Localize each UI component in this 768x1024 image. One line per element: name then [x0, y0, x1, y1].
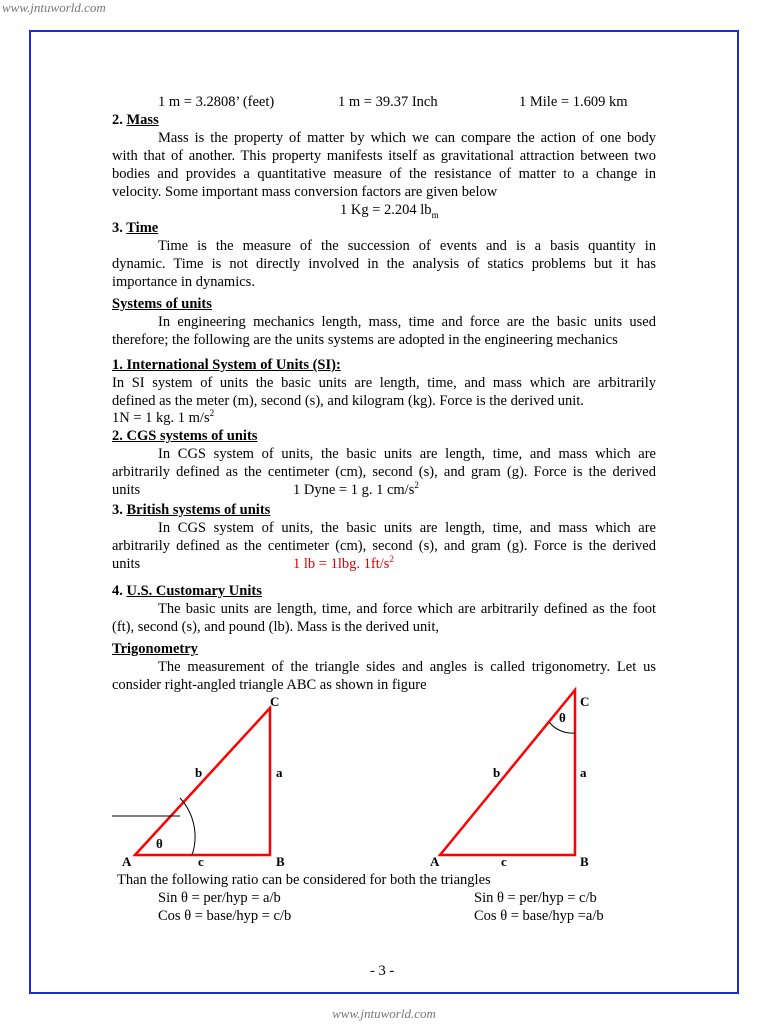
trig-line-2: consider right-angled triangle ABC as shown in figure — [112, 677, 427, 693]
cgs-line-2: arbitrarily defined as the centimeter (cm), second (s), and gram (g). Force is the derived — [112, 464, 656, 480]
mass-heading: 2. Mass — [112, 112, 159, 128]
right-label-theta: θ — [559, 710, 566, 725]
time-line-2: dynamic. Time is not directly involved in the analysis of statics problems but it has — [112, 256, 656, 272]
page-number: - 3 - — [370, 963, 395, 979]
british-heading: 3. British systems of units — [112, 502, 271, 518]
time-line-3: importance in dynamics. — [112, 274, 255, 290]
british-line-2: arbitrarily defined as the centimeter (cm), second (s), and gram (g). Force is the derived — [112, 538, 656, 554]
right-label-b: b — [493, 765, 501, 780]
right-sin-formula: Sin θ = per/hyp = c/b — [474, 890, 597, 906]
systems-line-1: In engineering mechanics length, mass, time and force are the basic units used — [158, 314, 656, 330]
si-heading: 1. International System of Units (SI): — [112, 357, 341, 373]
left-label-A: A — [122, 854, 132, 869]
right-label-C: C — [580, 694, 590, 709]
cgs-formula: 1 Dyne = 1 g. 1 $cm/s^2$ — [293, 480, 419, 498]
us-line-2: (ft), second (s), and pound (lb). Mass is the derived unit, — [112, 619, 439, 635]
left-label-a: a — [276, 765, 283, 780]
si-line-2: defined as the meter (m), second (s), and kilogram (kg). Force is the derived unit. — [112, 393, 584, 409]
right-triangle — [440, 690, 575, 855]
systems-line-2: therefore; the following are the units systems are adopted in the engineering mechanics — [112, 332, 618, 348]
conversion-meter-inch: 1 m = 39.37 Inch — [338, 94, 438, 110]
right-label-c: c — [501, 854, 507, 869]
watermark-bottom: www.jntuworld.com — [332, 1006, 436, 1021]
left-label-b: b — [195, 765, 203, 780]
mass-line-2: with that of another. This property manifests itself as gravitational attraction between two — [112, 148, 656, 164]
systems-heading: Systems of units — [112, 296, 212, 312]
right-label-B: B — [580, 854, 589, 869]
trig-heading: Trigonometry — [112, 641, 198, 657]
left-label-theta: θ — [156, 836, 163, 851]
us-heading: 4. U.S. Customary Units — [112, 583, 262, 599]
mass-conversion: 1 Kg = 2.204 $lb_m$ — [340, 202, 439, 220]
left-sin-formula: Sin θ = per/hyp = a/b — [158, 890, 281, 906]
conversion-meter-feet: 1 m = 3.2808’ (feet) — [158, 94, 275, 110]
trig-line-1: The measurement of the triangle sides and angles is called trigonometry. Let us — [158, 659, 656, 675]
mass-line-4: velocity. Some important mass conversion factors are given below — [112, 184, 498, 200]
time-heading: 3. Time — [112, 220, 159, 236]
time-line-1: Time is the measure of the succession of events and is a basis quantity in — [158, 238, 656, 254]
right-cos-formula: Cos θ = base/hyp =a/b — [474, 908, 604, 924]
british-line-1: In CGS system of units, the basic units are length, time, and mass which are — [158, 520, 656, 536]
british-formula: 1 lb = 1lbg. $1ft/s^2$ — [293, 554, 394, 572]
si-line-1: In SI system of units the basic units are length, time, and mass which are arbitrarily — [112, 375, 656, 391]
left-label-C: C — [270, 694, 280, 709]
left-label-B: B — [276, 854, 285, 869]
left-triangle — [135, 708, 270, 855]
trig-after-figure: Than the following ratio can be considered for both the triangles — [117, 872, 491, 888]
right-label-a: a — [580, 765, 587, 780]
left-angle-arc — [180, 798, 195, 855]
cgs-heading: 2. CGS systems of units — [112, 428, 258, 444]
conversion-mile-km: 1 Mile = 1.609 km — [519, 94, 628, 110]
si-formula: 1N = 1 kg. 1 $m/s^2$ — [112, 408, 215, 426]
right-label-A: A — [430, 854, 440, 869]
mass-line-1: Mass is the property of matter by which we can compare the action of one body — [158, 130, 656, 146]
left-cos-formula: Cos θ = base/hyp = c/b — [158, 908, 292, 924]
cgs-line-1: In CGS system of units, the basic units are length, time, and mass which are — [158, 446, 656, 462]
mass-line-3: bodies and provides a quantitative measure of the resistance of matter to a change in — [112, 166, 656, 182]
watermark-top: www.jntuworld.com — [2, 0, 106, 15]
cgs-units-word: units — [112, 482, 141, 498]
british-units-word: units — [112, 556, 141, 572]
us-line-1: The basic units are length, time, and force which are arbitrarily defined as the foot — [158, 601, 656, 617]
left-label-c: c — [198, 854, 204, 869]
